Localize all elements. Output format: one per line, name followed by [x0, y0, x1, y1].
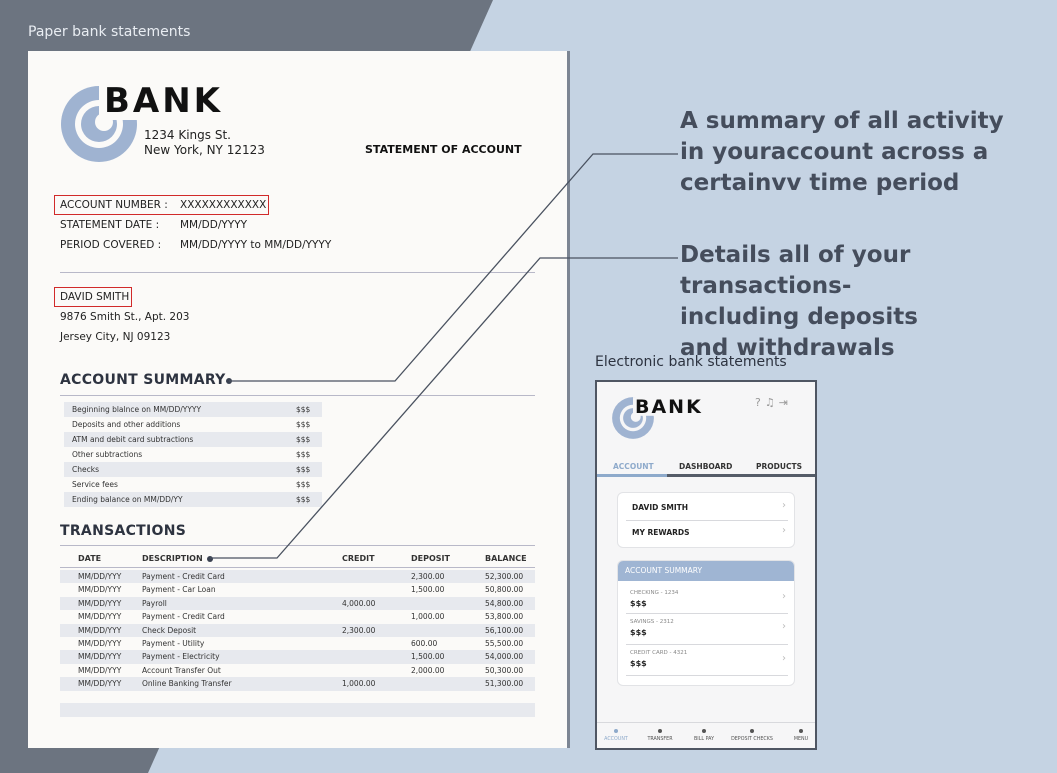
tx-header-description: DESCRIPTION — [142, 554, 203, 563]
chevron-right-icon[interactable]: › — [782, 653, 786, 664]
summary-value: $$$ — [296, 450, 311, 459]
summary-value: $$$ — [296, 420, 311, 429]
tx-balance: 51,300.00 — [485, 679, 524, 689]
account-number-row: ACCOUNT NUMBER : XXXXXXXXXXXX — [60, 199, 267, 211]
tx-date: MM/DD/YYY — [78, 679, 122, 689]
tx-description: Payment - Credit Card — [142, 612, 225, 622]
statement-title: STATEMENT OF ACCOUNT — [365, 143, 522, 156]
mobile-app-mockup — [595, 380, 817, 750]
tx-header-balance: BALANCE — [485, 554, 527, 563]
summary-label: Service fees — [72, 480, 118, 489]
tx-deposit: 1,500.00 — [411, 652, 445, 662]
account-amount: $$$ — [630, 628, 647, 637]
summary-label: Ending balance on MM/DD/YY — [72, 495, 183, 504]
summary-value: $$$ — [296, 495, 311, 504]
tx-balance: 54,800.00 — [485, 598, 524, 608]
card-divider — [626, 613, 788, 614]
annotation-summary: A summary of all activity in youraccount across a certainvv time period — [680, 108, 1004, 196]
app-header-icons — [755, 396, 792, 409]
tx-description: Payment - Car Loan — [142, 585, 216, 595]
nav-menu[interactable]: MENU — [779, 729, 817, 742]
summary-value: $$$ — [296, 465, 311, 474]
tx-date: MM/DD/YYY — [78, 612, 122, 622]
tx-deposit: 1,500.00 — [411, 585, 445, 595]
summary-value: $$$ — [296, 435, 311, 444]
summary-label: ATM and debit card subtractions — [72, 435, 194, 444]
card-divider — [626, 644, 788, 645]
profile-card — [617, 492, 795, 548]
summary-label: Checks — [72, 465, 99, 474]
tx-balance: 50,800.00 — [485, 585, 524, 595]
chevron-right-icon[interactable]: › — [782, 621, 786, 632]
account-name: CREDIT CARD - 4321 — [630, 650, 688, 656]
app-brand: BANK — [635, 396, 703, 418]
profile-item-name[interactable]: DAVID SMITH — [632, 503, 689, 512]
tx-balance: 50,300.00 — [485, 665, 524, 675]
period-covered-row: PERIOD COVERED : MM/DD/YYYY to MM/DD/YYYY — [60, 239, 332, 251]
bank-brand: BANK — [104, 81, 224, 121]
address-line-1: 1234 Kings St. — [144, 128, 231, 142]
transactions-title: TRANSACTIONS — [60, 523, 187, 539]
tx-header-date: DATE — [78, 554, 102, 563]
bell-icon[interactable]: ♫ — [764, 396, 779, 409]
account-name: CHECKING - 1234 — [630, 590, 679, 596]
customer-city: Jersey City, NJ 09123 — [60, 331, 171, 343]
tx-balance: 56,100.00 — [485, 625, 524, 635]
tx-balance: 53,800.00 — [485, 612, 524, 622]
summary-label: Other subtractions — [72, 450, 143, 459]
tx-date: MM/DD/YYY — [78, 625, 122, 635]
customer-name: DAVID SMITH — [60, 291, 130, 303]
tx-deposit: 600.00 — [411, 639, 438, 648]
tx-date: MM/DD/YYY — [78, 639, 122, 648]
annotation-details: Details all of your transactions- including deposits and withdrawals — [680, 242, 918, 361]
tx-balance: 54,000.00 — [485, 652, 524, 662]
tx-date: MM/DD/YYY — [78, 572, 122, 581]
nav-deposit-checks[interactable]: DEPOSIT CHECKS — [730, 729, 774, 742]
account-amount: $$$ — [630, 599, 647, 608]
tx-date: MM/DD/YYY — [78, 598, 122, 608]
chevron-right-icon[interactable]: › — [782, 591, 786, 602]
nav-account[interactable]: ACCOUNT — [595, 729, 638, 742]
tx-description: Payroll — [142, 598, 167, 608]
tx-description: Check Deposit — [142, 625, 197, 635]
account-summary-title: ACCOUNT SUMMARY — [60, 372, 226, 388]
tab-dashboard[interactable]: DASHBOARD — [679, 462, 733, 471]
card-divider — [626, 675, 788, 676]
chevron-right-icon: › — [782, 500, 786, 511]
bottom-nav — [597, 722, 815, 750]
electronic-statements-label: Electronic bank statements — [595, 354, 787, 370]
account-name: SAVINGS - 2312 — [630, 619, 674, 625]
account-summary-card — [617, 560, 795, 686]
tx-balance: 52,300.00 — [485, 572, 524, 581]
tx-deposit: 2,000.00 — [411, 665, 445, 675]
summary-value: $$$ — [296, 480, 311, 489]
tx-credit: 4,000.00 — [342, 598, 376, 608]
paper-statements-label: Paper bank statements — [28, 24, 191, 40]
tx-description: Payment - Electricity — [142, 652, 220, 662]
tab-active-indicator — [597, 474, 667, 477]
summary-label: Deposits and other additions — [72, 420, 181, 429]
tx-date: MM/DD/YYY — [78, 585, 122, 595]
account-amount: $$$ — [630, 659, 647, 668]
tx-credit: 2,300.00 — [342, 625, 376, 635]
statement-date-row: STATEMENT DATE : MM/DD/YYYY — [60, 219, 248, 231]
nav-transfer[interactable]: TRANSFER — [638, 729, 682, 742]
tx-description: Payment - Credit Card — [142, 572, 225, 581]
tx-date: MM/DD/YYY — [78, 665, 122, 675]
tx-description: Online Banking Transfer — [142, 679, 232, 689]
customer-street: 9876 Smith St., Apt. 203 — [60, 311, 190, 323]
logout-icon[interactable]: ⇥ — [778, 396, 792, 409]
tx-deposit: 2,300.00 — [411, 572, 445, 581]
address-line-2: New York, NY 12123 — [144, 143, 265, 157]
account-summary-header: ACCOUNT SUMMARY — [618, 561, 794, 581]
help-icon[interactable]: ? — [755, 396, 765, 409]
tx-deposit: 1,000.00 — [411, 612, 445, 622]
tab-products[interactable]: PRODUCTS — [756, 462, 802, 471]
profile-item-rewards[interactable]: MY REWARDS — [632, 528, 690, 537]
card-divider — [626, 520, 788, 521]
tab-account[interactable]: ACCOUNT — [613, 462, 654, 471]
tx-credit: 1,000.00 — [342, 679, 376, 689]
tx-description: Payment - Utility — [142, 639, 205, 648]
tx-description: Account Transfer Out — [142, 665, 221, 675]
tx-header-credit: CREDIT — [342, 554, 375, 563]
tx-header-deposit: DEPOSIT — [411, 554, 450, 563]
nav-bill-pay[interactable]: BILL PAY — [682, 729, 726, 742]
chevron-right-icon: › — [782, 525, 786, 536]
tx-balance: 55,500.00 — [485, 639, 524, 648]
summary-value: $$$ — [296, 405, 311, 414]
summary-label: Beginning blalnce on MM/DD/YYYY — [72, 405, 202, 414]
tx-date: MM/DD/YYY — [78, 652, 122, 662]
